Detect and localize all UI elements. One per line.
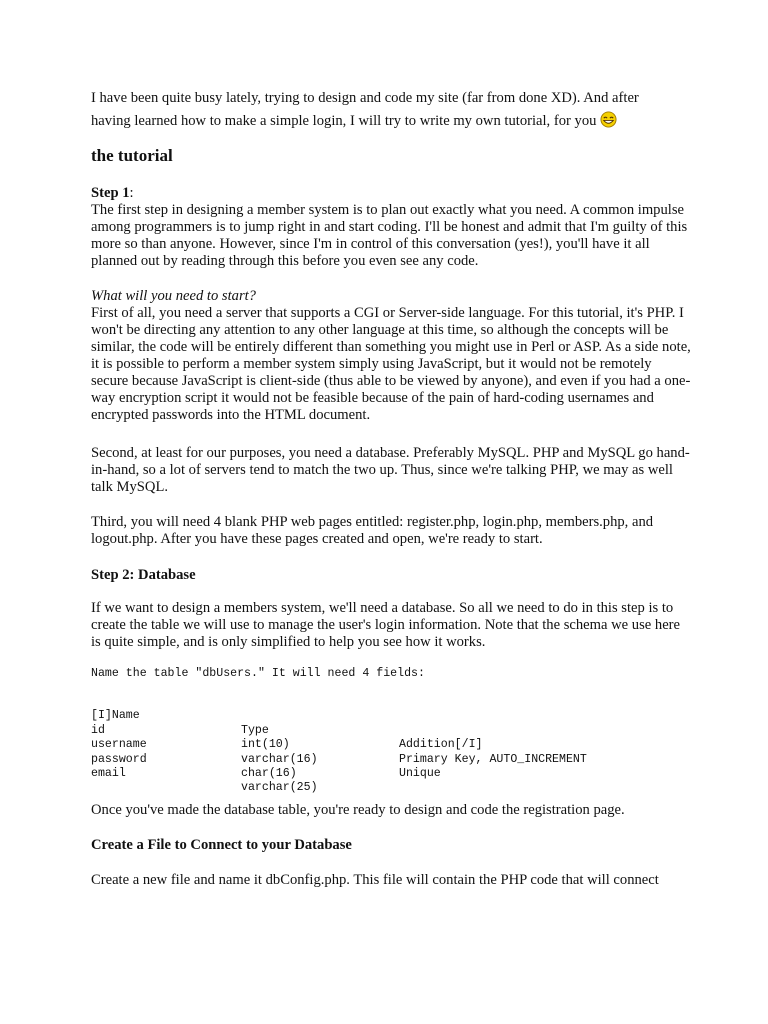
intro-paragraph: [91, 90, 691, 130]
step1-label: Step 1: [91, 185, 130, 201]
third-paragraph: Third, you will need 4 blank PHP web pages entitled: register.php, login.php, members.php, and logout.php. After you have these pages created and open, we're ready to start.: [91, 514, 654, 547]
schema-row: username varchar(16) Unique: [91, 738, 441, 780]
step2-heading: Step 2: Database: [91, 567, 196, 583]
second-paragraph: Second, at least for our purposes, you need a database. Preferably MySQL. PHP and MySQL go hand-in-hand, so a lot of servers tend to match the two up. Thus, since we're talking PHP, we may as well talk MySQL.: [91, 445, 690, 495]
step2-text: If we want to design a members system, we'll need a database. So all we need to do in this step is to create the table we will use to manage the user's login information. Note that the schema we use here is quite simple, and is only simplified to help you see how it works.: [91, 600, 681, 650]
schema-code-block: [91, 695, 691, 795]
create-file-heading: Create a File to Connect to your Database: [91, 837, 352, 853]
start-text: First of all, you need a server that supports a CGI or Server-side language. For this tutorial, it's PHP. I won't be directing any attention to any other language at this time, so although the concepts will be similar, the code will be entirely different than something you might use in Perl or ASP. As a side note, it is possible to perform a member system simply using JavaScript, but it would not be remotely secure because JavaScript is client-side (thus able to be viewed by anyone), and even if you had a one-way encryption script it would not be feasible because of the pain of hard-coding usernames and encrypted passwords into the HTML document.: [91, 305, 691, 423]
once-paragraph: Once you've made the database table, you're ready to design and code the registration page.: [91, 802, 625, 818]
intro-line-2: having learned how to make a simple login, I will try to write my own tutorial, for you: [91, 111, 691, 130]
start-question: What will you need to start?: [91, 288, 256, 304]
step1-text: The first step in designing a member system is to plan out exactly what you need. A common impulse among programmers is to jump right in and start coding. I'll be honest and admit that I'm guilty of this more so than anyone. However, since I'm in control of this conversation (yes!), you'll have it all planned out by reading through this before you even see any code.: [91, 202, 688, 269]
schema-header-row: [I]Name Type Addition[/I]: [91, 709, 483, 752]
intro-line-1: I have been quite busy lately, trying to design and code my site (far from done XD). And after: [91, 90, 639, 106]
schema-row: id int(10) Primary Key, AUTO_INCREMENT: [91, 723, 587, 766]
section-heading-tutorial: the tutorial: [91, 146, 173, 165]
step1-section: Step 1: The first step in designing a member system is to plan out exactly what you need. A common impulse among programmers is to jump right in and start coding. I'll be honest and admit that I'm guilty of this more so than anyone. However, since I'm in control of this conversation (yes!), you'll have it all planned out by reading through this before you even see any code.: [91, 185, 691, 270]
schema-row: password char(16): [91, 752, 297, 780]
new-file-paragraph: Create a new file and name it dbConfig.php. This file will contain the PHP code that will connect: [91, 872, 659, 888]
schema-row: email varchar(25): [91, 766, 318, 795]
smiley-face-icon: [600, 111, 617, 128]
start-section: [91, 288, 691, 424]
table-intro-code: Name the table "dbUsers." It will need 4 fields:: [91, 667, 425, 680]
